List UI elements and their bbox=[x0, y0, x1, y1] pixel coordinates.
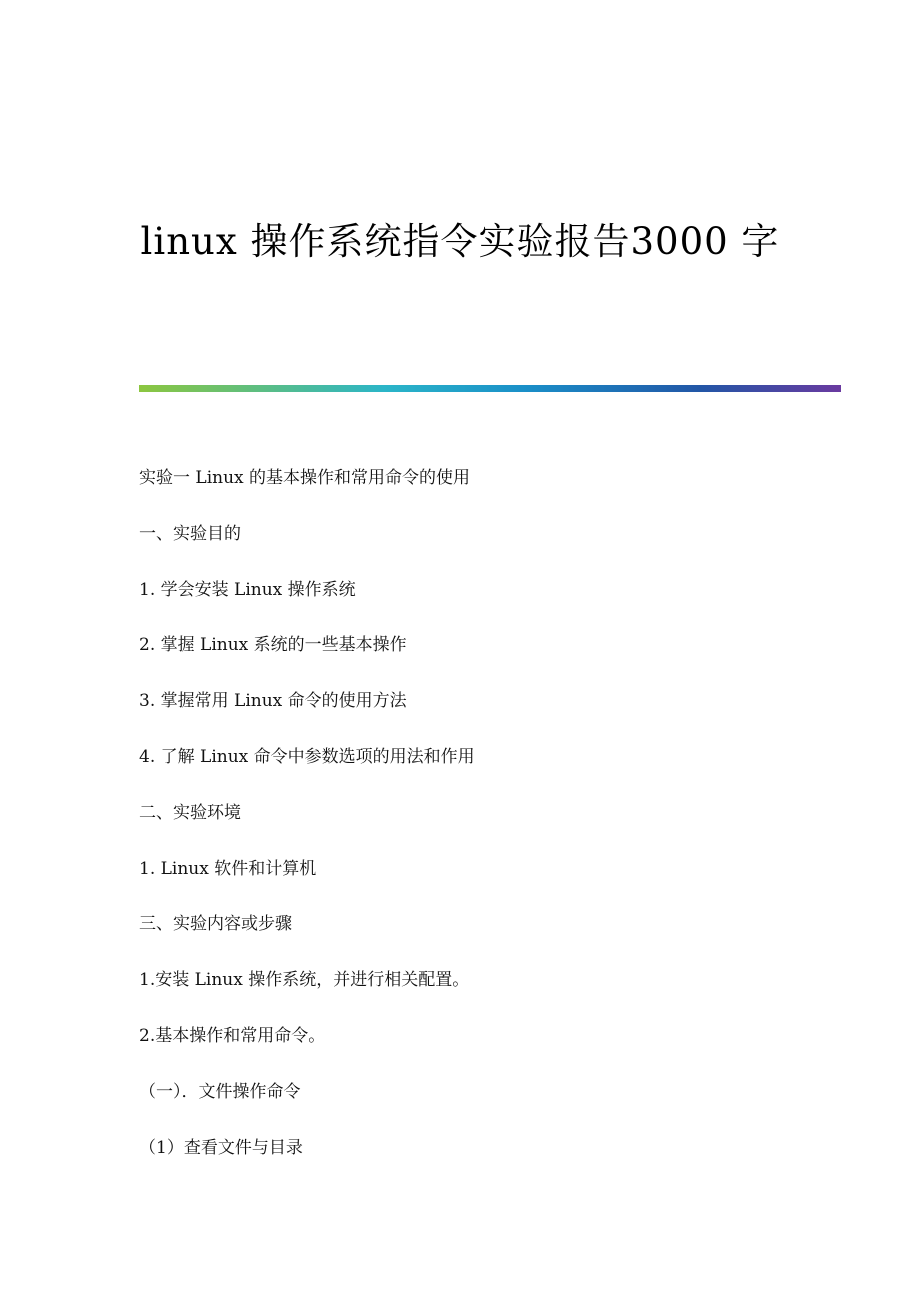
section-heading-environment: 二、实验环境 bbox=[139, 802, 241, 823]
list-item: 2.基本操作和常用命令。 bbox=[139, 1025, 326, 1046]
list-item: 1.安装 Linux 操作系统，并进行相关配置。 bbox=[139, 970, 470, 991]
title-divider bbox=[139, 385, 841, 392]
list-item: 2. 掌握 Linux 系统的一些基本操作 bbox=[139, 635, 407, 656]
list-item: 1. Linux 软件和计算机 bbox=[139, 858, 317, 879]
subsection-heading: （一）．文件操作命令 bbox=[139, 1081, 301, 1102]
document-title: linux 操作系统指令实验报告3000 字 bbox=[140, 220, 780, 263]
list-item: 4. 了解 Linux 命令中参数选项的用法和作用 bbox=[139, 746, 475, 767]
section-heading-purpose: 一、实验目的 bbox=[139, 523, 241, 544]
document-body bbox=[139, 466, 839, 1191]
experiment-heading: 实验一 Linux 的基本操作和常用命令的使用 bbox=[139, 468, 471, 488]
subsection-item: （1）查看文件与目录 bbox=[139, 1137, 303, 1158]
list-item: 3. 掌握常用 Linux 命令的使用方法 bbox=[139, 691, 407, 712]
section-heading-steps: 三、实验内容或步骤 bbox=[139, 914, 292, 935]
list-item: 1. 学会安装 Linux 操作系统 bbox=[139, 579, 356, 600]
